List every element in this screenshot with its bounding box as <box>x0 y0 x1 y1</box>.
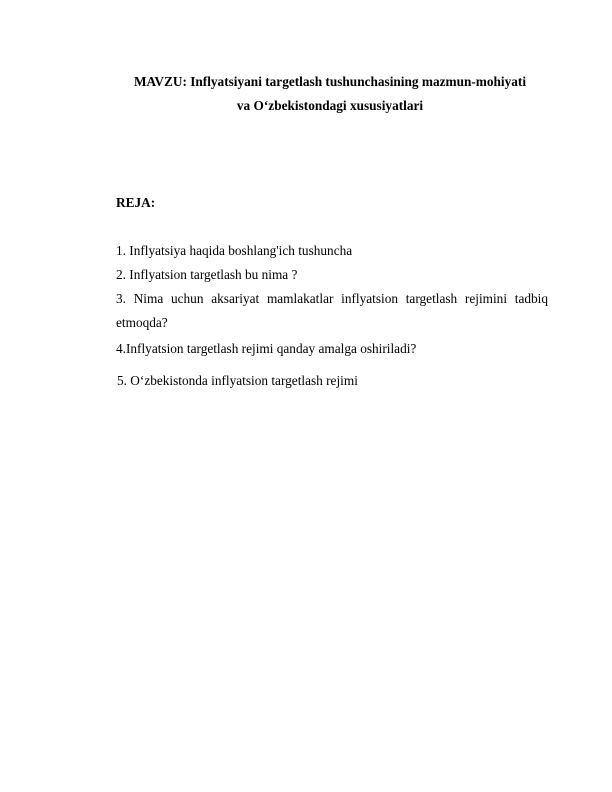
plan-item-4: 4.Inflyatsion targetlash rejimi qanday amalga oshiriladi? <box>116 341 417 356</box>
document-title-line-1: MAVZU: Inflyatsiyani targetlash tushunchasining mazmun-mohiyati <box>133 74 527 89</box>
plan-item-2: 2. Inflyatsion targetlash bu nima ? <box>116 267 298 282</box>
plan-item-5: 5. O‘zbekistonda inflyatsion targetlash rejimi <box>117 373 358 388</box>
plan-item-3: 3. Nima uchun aksariyat mamlakatlar inflyatsion targetlash rejimini tadbiq etmoqda? <box>116 291 548 330</box>
document-title-line-2: va O‘zbekistondagi xususiyatlari <box>236 98 424 113</box>
plan-heading: REJA: <box>116 195 156 210</box>
plan-item-1: 1. Inflyatsiya haqida boshlang'ich tushuncha <box>116 243 353 258</box>
